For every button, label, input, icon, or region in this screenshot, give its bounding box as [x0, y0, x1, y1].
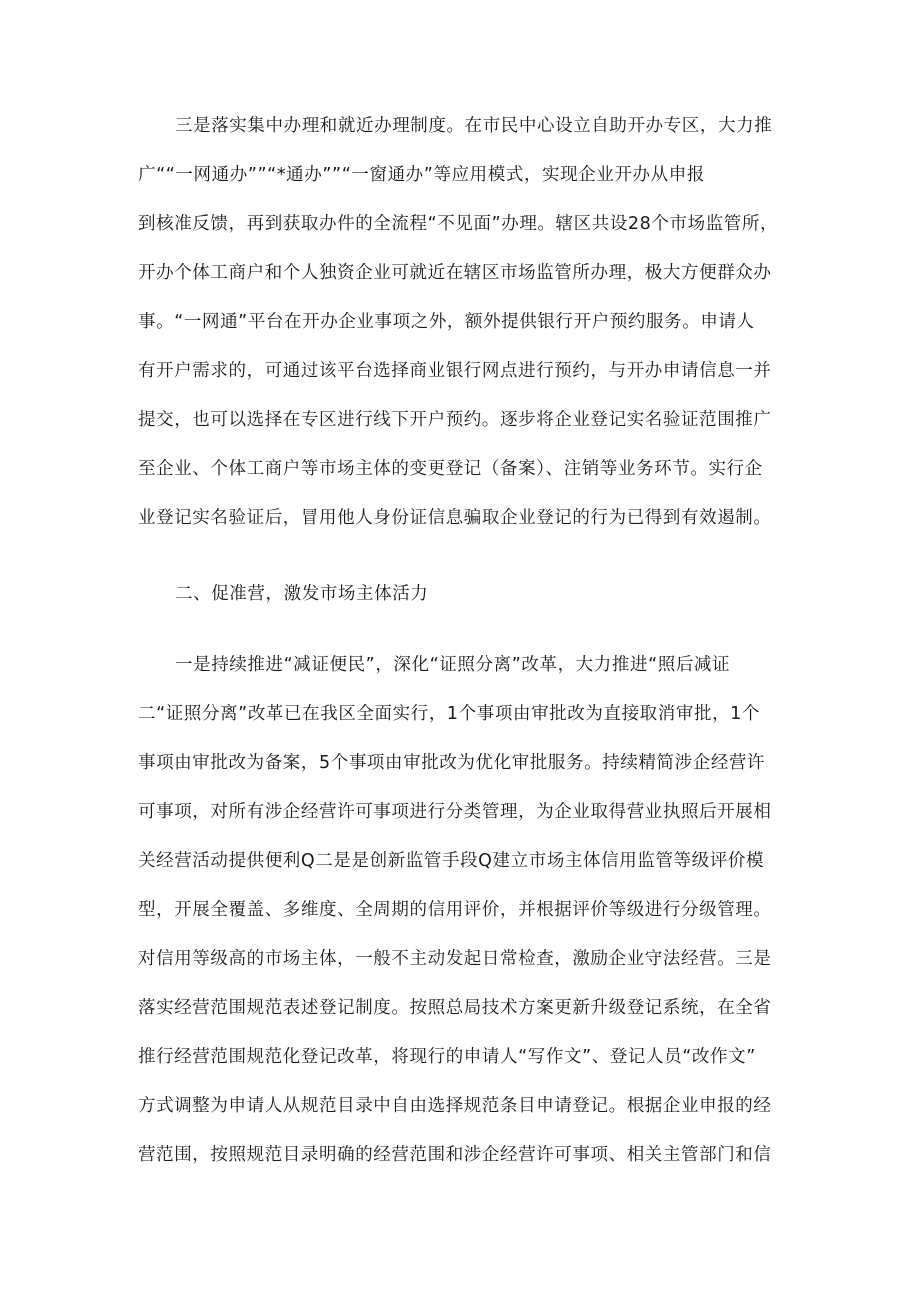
paragraph-2-line-2: 二“证照分离”改革已在我区全面实行，1个事项由审批改为直接取消审批，1个	[138, 704, 760, 724]
paragraph-1-line-8: 至企业、个体工商户等市场主体的变更登记（备案）、注销等业务环节。实行企	[138, 459, 763, 479]
paragraph-2-line-9: 推行经营范围规范化登记改革，将现行的申请人“写作文”、登记人员“改作文”	[138, 1047, 756, 1067]
paragraph-2-line-11: 营范围，按照规范目录明确的经营范围和涉企经营许可事项、相关主管部门和信	[138, 1145, 772, 1165]
paragraph-2-line-1: 一是持续推进“减证便民”，深化“证照分离”改革，大力推进“照后减证	[175, 655, 731, 675]
paragraph-2-line-4: 可事项，对所有涉企经营许可事项进行分类管理，为企业取得营业执照后开展相	[138, 802, 772, 822]
paragraph-1-line-3: 到核准反馈，再到获取办件的全流程“不见面”办理。辖区共设28个市场监管所，	[138, 214, 779, 234]
paragraph-2-line-5: 关经营活动提供便利Q二是是创新监管手段Q建立市场主体信用监管等级评价模	[138, 851, 765, 871]
paragraph-2-line-10: 方式调整为申请人从规范目录中自由选择规范条目申请登记。根据企业申报的经	[138, 1096, 772, 1116]
section-heading: 二、促准营，激发市场主体活力	[175, 584, 429, 604]
paragraph-2-line-6: 型，开展全覆盖、多维度、全周期的信用评价，并根据评价等级进行分级管理。	[138, 900, 772, 920]
paragraph-1-line-4: 开办个体工商户和个人独资企业可就近在辖区市场监管所办理，极大方便群众办	[138, 263, 772, 283]
paragraph-1-line-7: 提交，也可以选择在专区进行线下开户预约。逐步将企业登记实名验证范围推广	[138, 410, 772, 430]
paragraph-2-line-3: 事项由审批改为备案，5个事项由审批改为优化审批服务。持续精简涉企经营许	[138, 753, 766, 773]
paragraph-2-line-7: 对信用等级高的市场主体，一般不主动发起日常检查，激励企业守法经营。三是	[138, 949, 772, 969]
paragraph-2-line-8: 落实经营范围规范表述登记制度。按照总局技术方案更新升级登记系统，在全省	[138, 998, 772, 1018]
paragraph-1-line-2: 广““一网通办””“*通办””“一窗通办”等应用模式，实现企业开办从申报	[138, 165, 705, 185]
paragraph-1-line-1: 三是落实集中办理和就近办理制度。在市民中心设立自助开办专区，大力推	[175, 116, 773, 136]
paragraph-1-line-6: 有开户需求的，可通过该平台选择商业银行网点进行预约，与开办申请信息一并	[138, 361, 772, 381]
paragraph-1-line-5: 事。“一网通”平台在开办企业事项之外，额外提供银行开户预约服务。申请人	[138, 312, 755, 332]
paragraph-1-line-9: 业登记实名验证后，冒用他人身份证信息骗取企业登记的行为已得到有效遏制。	[138, 508, 772, 528]
